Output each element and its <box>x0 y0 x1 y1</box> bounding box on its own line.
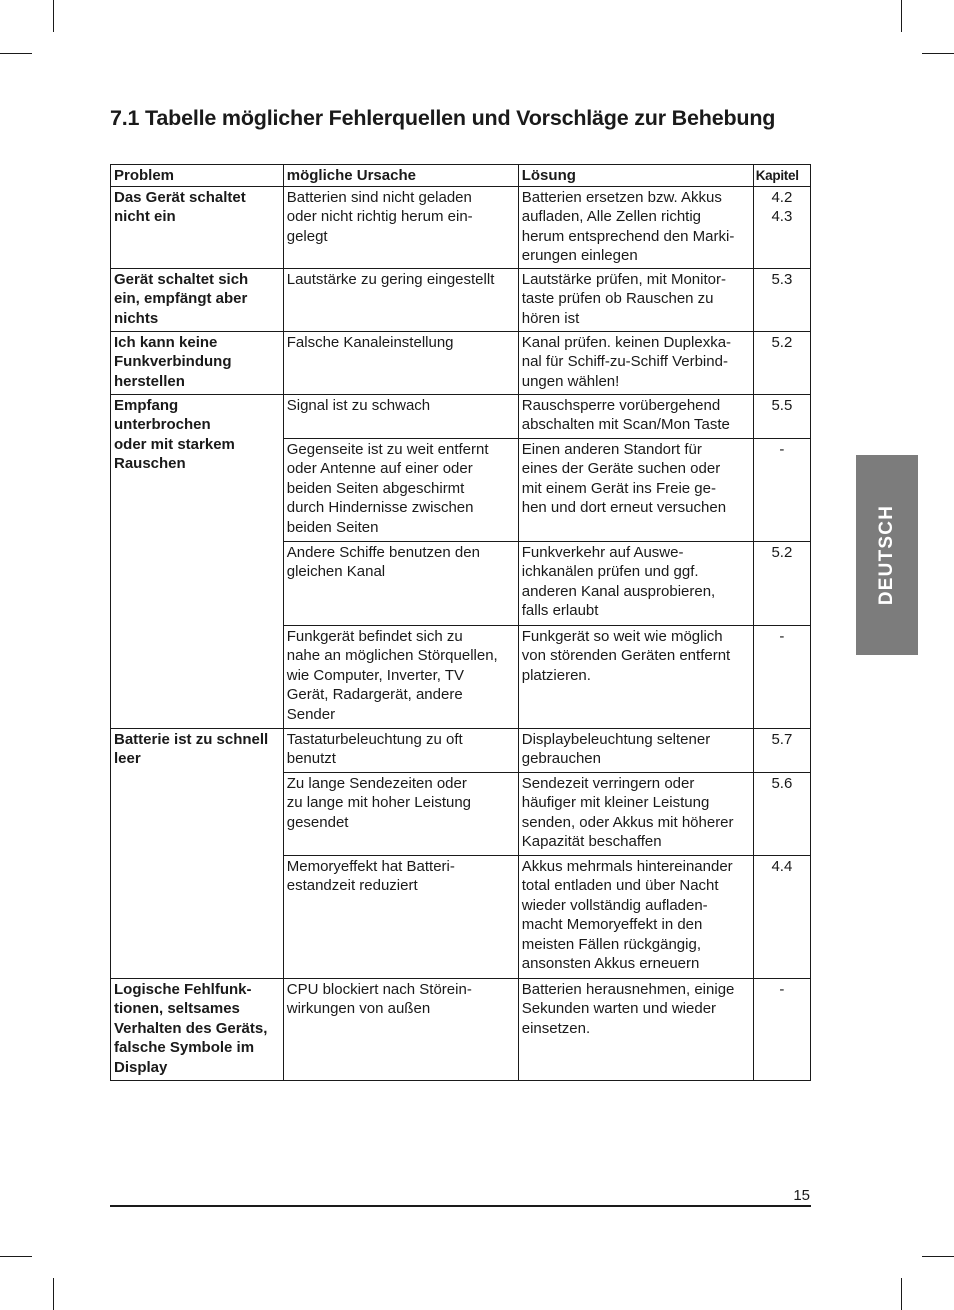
table-row <box>111 186 811 268</box>
language-side-tab-label: DEUTSCH <box>876 504 897 606</box>
solution-cell: Kanal prüfen. keinen Duplexka- nal für Schiff-zu-Schiff Verbind- ungen wählen! <box>518 331 753 394</box>
table-header-row <box>111 165 811 187</box>
solution-cell: Einen anderen Standort für eines der Geräte suchen oder mit einem Gerät ins Freie ge- hen und dort erneut versuchen <box>518 438 753 541</box>
language-side-tab <box>856 455 918 655</box>
chapter-cell: 4.2 4.3 <box>753 186 810 268</box>
crop-mark <box>53 1278 54 1310</box>
fault-table-container <box>110 164 811 1081</box>
chapter-cell: - <box>753 625 810 728</box>
cause-cell: Batterien sind nicht geladen oder nicht richtig herum ein- gelegt <box>283 186 518 268</box>
crop-mark <box>922 1256 954 1257</box>
cause-cell: Lautstärke zu gering eingestellt <box>283 268 518 331</box>
cause-cell: Signal ist zu schwach <box>283 394 518 438</box>
problem-cell: Batterie ist zu schnell leer <box>111 728 284 978</box>
crop-mark <box>53 0 54 32</box>
cause-cell: Gegenseite ist zu weit entfernt oder Antenne auf einer oder beiden Seiten abgeschirmt durch Hindernisse zwischen beiden Seiten <box>283 438 518 541</box>
column-header-problem: Problem <box>111 165 284 187</box>
table-body <box>111 186 811 1080</box>
chapter-cell: 5.6 <box>753 772 810 855</box>
chapter-cell: - <box>753 978 810 1080</box>
chapter-cell: 5.2 <box>753 331 810 394</box>
crop-mark <box>0 1256 32 1257</box>
crop-mark <box>922 53 954 54</box>
table-row <box>111 394 811 438</box>
column-header-cause: mögliche Ursache <box>283 165 518 187</box>
chapter-cell: 5.3 <box>753 268 810 331</box>
problem-cell: Das Gerät schaltet nicht ein <box>111 186 284 268</box>
cause-cell: CPU blockiert nach Störein- wirkungen von außen <box>283 978 518 1080</box>
problem-cell: Ich kann keine Funkverbindung herstellen <box>111 331 284 394</box>
footer-rule <box>110 1205 811 1207</box>
problem-cell: Gerät schaltet sich ein, empfängt aber nichts <box>111 268 284 331</box>
crop-mark <box>901 0 902 32</box>
solution-cell: Sendezeit verringern oder häufiger mit kleiner Leistung senden, oder Akkus mit höherer Kapazität beschaffen <box>518 772 753 855</box>
table-row <box>111 268 811 331</box>
page-title: 7.1 Tabelle möglicher Fehlerquellen und Vorschläge zur Behebung <box>110 106 776 130</box>
cause-cell: Zu lange Sendezeiten oder zu lange mit hoher Leistung gesendet <box>283 772 518 855</box>
chapter-cell: - <box>753 438 810 541</box>
chapter-cell: 5.5 <box>753 394 810 438</box>
page-number: 15 <box>793 1187 810 1204</box>
solution-cell: Batterien ersetzen bzw. Akkus aufladen, Alle Zellen richtig herum entsprechend den Marki- erungen einlegen <box>518 186 753 268</box>
chapter-cell: 5.2 <box>753 541 810 625</box>
column-header-chapter: Kapitel <box>753 165 810 187</box>
chapter-cell: 4.4 <box>753 855 810 978</box>
cause-cell: Memoryeffekt hat Batteri- estandzeit reduziert <box>283 855 518 978</box>
solution-cell: Akkus mehrmals hintereinander total entladen und über Nacht wieder vollständig aufladen- macht Memoryeffekt in den meisten Fällen rückgängig, ansonsten Akkus erneuern <box>518 855 753 978</box>
chapter-cell: 5.7 <box>753 728 810 772</box>
solution-cell: Funkgerät so weit wie möglich von störenden Geräten entfernt platzieren. <box>518 625 753 728</box>
cause-cell: Funkgerät befindet sich zu nahe an möglichen Störquellen, wie Computer, Inverter, TV Gerät, Radargerät, andere Sender <box>283 625 518 728</box>
crop-mark <box>901 1278 902 1310</box>
solution-cell: Funkverkehr auf Auswe- ichkanälen prüfen und ggf. anderen Kanal ausprobieren, falls erlaubt <box>518 541 753 625</box>
crop-mark <box>0 53 32 54</box>
problem-cell: Empfang unterbrochen oder mit starkem Rauschen <box>111 394 284 728</box>
solution-cell: Displaybeleuchtung seltener gebrauchen <box>518 728 753 772</box>
solution-cell: Rauschsperre vorübergehend abschalten mit Scan/Mon Taste <box>518 394 753 438</box>
table-row <box>111 978 811 1080</box>
solution-cell: Batterien herausnehmen, einige Sekunden warten und wieder einsetzen. <box>518 978 753 1080</box>
cause-cell: Falsche Kanaleinstellung <box>283 331 518 394</box>
cause-cell: Andere Schiffe benutzen den gleichen Kanal <box>283 541 518 625</box>
fault-table <box>110 164 811 1081</box>
table-row <box>111 728 811 772</box>
table-row <box>111 331 811 394</box>
solution-cell: Lautstärke prüfen, mit Monitor- taste prüfen ob Rauschen zu hören ist <box>518 268 753 331</box>
cause-cell: Tastaturbeleuchtung zu oft benutzt <box>283 728 518 772</box>
problem-cell: Logische Fehlfunk- tionen, seltsames Verhalten des Geräts, falsche Symbole im Display <box>111 978 284 1080</box>
column-header-solution: Lösung <box>518 165 753 187</box>
